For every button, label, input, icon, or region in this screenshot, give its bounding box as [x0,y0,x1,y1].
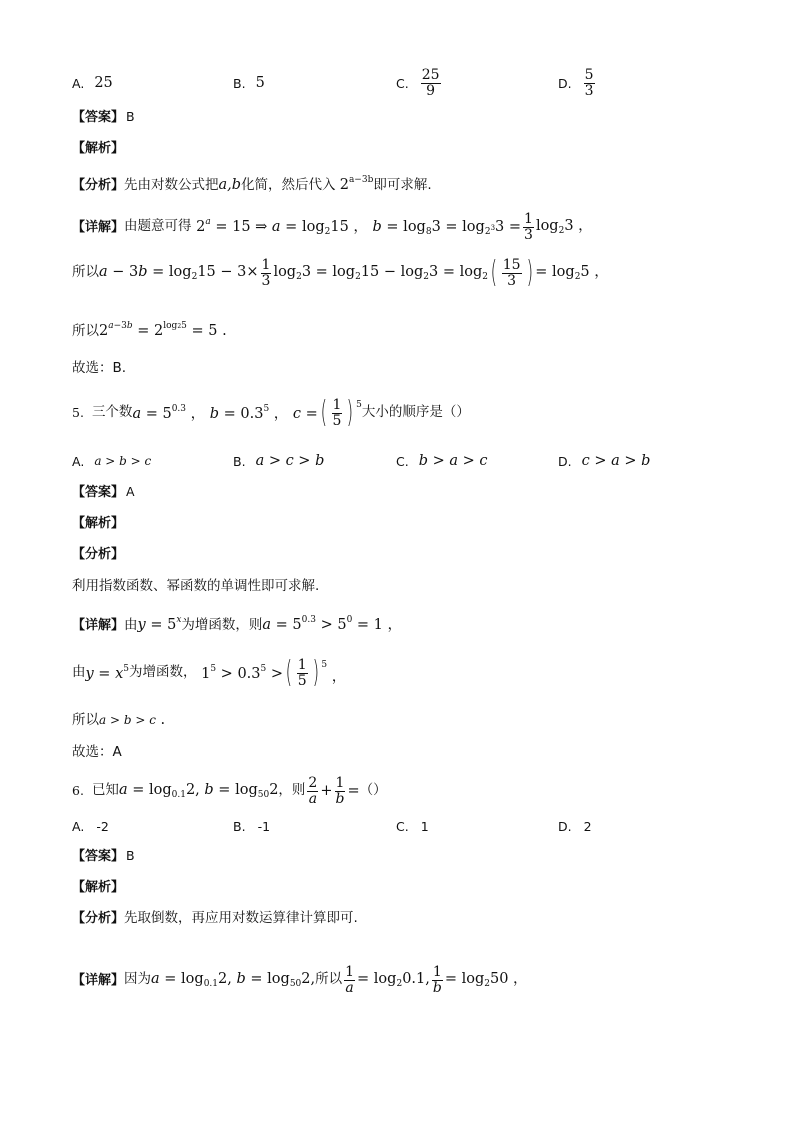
q4-option-d: D. $\frac{5}{3}$ [558,66,594,99]
q4-choice: 故选：B. [72,360,127,376]
q4-answer: 【答案】 B [72,109,135,125]
q4-options [72,63,732,103]
q6-fenxi: 【分析】先取倒数，再应用对数运算律计算即可. [72,910,358,926]
q4-option-c: C. $\frac{25}{9}$ [396,66,440,99]
q5-option-c: C. b > a > c [396,453,488,469]
math-expression: $2^{a-3b} = 2^{log25} = 5$ . [99,321,227,339]
q6-xiangjie-line1: 【详解】 因为 $a = \log_{0.1}2$, $b = \log_{50}2$, 所以 $\frac{1}{a}$ = $\log_20.1$, $\frac{1}{b}$ = $\log_250$ ， [72,964,528,996]
q4-xiangjie-line2: 所以 $a - 3b = \log_215 - 3\times$ $\frac{1}{3}$ $\log_23 = \log_215 - \log_23 = \log_2$ ( $\frac{15}{3}$ ) = $\log_25$ ， [72,255,609,291]
fraction: $\frac{1}{5}$ [297,657,307,689]
q5-xiangjie-line1: 【详解】由$y = 5^x$为增函数，则$a = 5^{0.3} > 5^0 = 1$ ， [72,615,402,633]
math-expression: $y = 5^x$ [137,615,182,633]
fraction: $\frac{1}{3}$ [261,257,271,289]
fraction: $\frac{1}{5}$ [332,397,342,429]
q5-xiangjie-line2: 由 $y = x^5$ 为增函数， $1^5 > 0.3^5$ > ( $\frac{1}{5}$ ) $^5$ ， [72,655,347,691]
q4-fenxi: 【分析】先由对数公式把a,b化简，然后代入 $2^{a-3b}$即可求解. [72,175,432,193]
math-expression: $a = \log_{0.1}2$, $b = \log_{50}2$ [118,781,279,800]
q4-analysis-heading: 【解析】 [72,141,125,156]
q6-option-c: C. 1 [396,818,429,834]
fraction: $\frac{5}{3}$ [584,66,594,99]
math-expression: $1^5 > 0.3^5$ > [196,663,284,682]
fraction: $\frac{1}{b}$ [335,775,345,807]
fraction: $\frac{25}{9}$ [421,66,440,99]
q5-xiangjie-line3: 所以a > b > c . [72,712,166,728]
q5-answer: 【答案】 A [72,484,135,500]
q4-xiangjie-line3: 所以$2^{a-3b} = 2^{log25} = 5$ . [72,321,227,339]
fraction: $\frac{2}{a}$ [308,775,318,807]
q5-stem: 5. 三个数 $a = 5^{0.3}$ ， $b = 0.3^5$ ， c = ( $\frac{1}{5}$ ) $^5$ 大小的顺序是（） [72,395,470,431]
math-expression: $2^a = 15$ ⇒ $a = \log_215$ ， $b = \log_83 = \log_{2^3}3$ = [191,216,522,237]
math-expression: $a = 5^{0.3}$ ， $b = 0.3^5$ ， c = [132,403,318,422]
math-expression: $a = 5^{0.3} > 5^0 = 1$ ， [262,615,402,633]
fraction: $\frac{1}{a}$ [345,964,355,996]
q4-option-a: A. 25 [72,75,113,91]
q5-choice: 故选：A [72,744,122,760]
q5-analysis-heading: 【解析】 [72,516,125,531]
q5-fenxi-heading: 【分析】 [72,547,125,562]
q5-option-b: B. a > c > b [233,453,325,469]
q4-xiangjie-line1: 【详解】 由题意可得 $2^a = 15$ ⇒ $a = \log_215$ ， $b = \log_83 = \log_{2^3}3$ = $\frac{1}{3}$ $\log_23$ ， [72,211,593,243]
q6-analysis-heading: 【解析】 [72,880,125,895]
math-expression: $a - 3b = \log_215 - 3\times$ [99,263,259,282]
q6-options [72,815,732,837]
q5-option-a: A. a > b > c [72,453,152,469]
q5-option-d: D. c > a > b [558,453,651,469]
math-expression: $a = \log_{0.1}2$, $b = \log_{50}2$, [151,970,316,989]
q5-options [72,450,732,472]
fraction: $\frac{15}{3}$ [502,257,521,289]
q6-answer: 【答案】 B [72,848,135,864]
q4-option-b: B. 5 [233,75,265,91]
fraction: $\frac{1}{b}$ [432,964,442,996]
q6-option-b: B. -1 [233,818,271,834]
q6-stem: 6. 已知 $a = \log_{0.1}2$, $b = \log_{50}2$ ，则 $\frac{2}{a}$ + $\frac{1}{b}$ = （） [72,775,387,807]
q6-option-a: A. -2 [72,818,109,834]
q6-option-d: D. 2 [558,818,592,834]
math-expression: $y = x^5$ [85,663,129,682]
q5-fenxi-text: 利用指数函数、幂函数的单调性即可求解. [72,578,320,594]
fraction: $\frac{1}{3}$ [524,211,533,243]
